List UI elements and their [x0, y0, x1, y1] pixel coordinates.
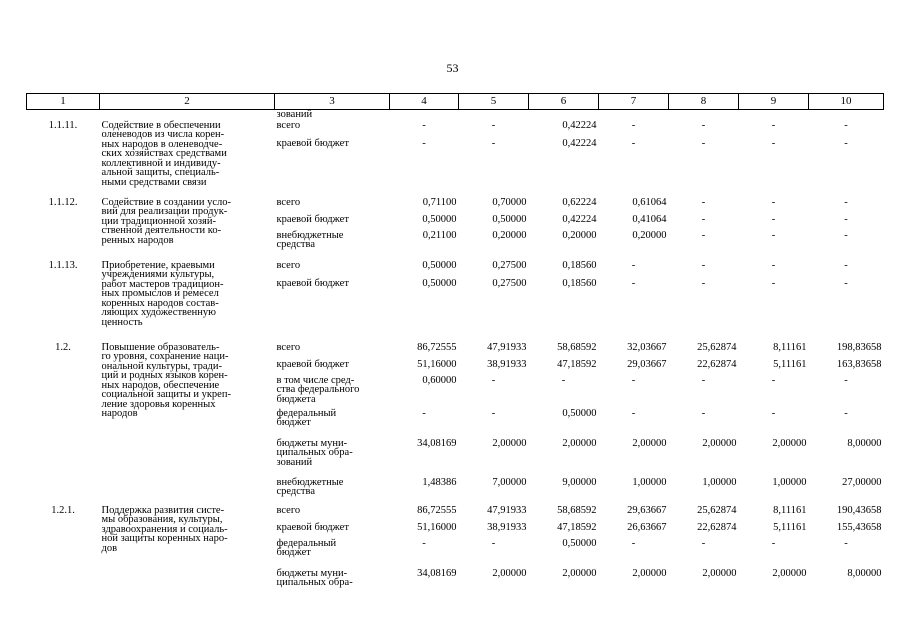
funding-value: - [631, 277, 636, 289]
funding-value: 29,03667 [627, 358, 667, 370]
funding-value [809, 110, 884, 121]
item-code [27, 215, 100, 231]
funding-value: 0,50000 [492, 213, 527, 225]
item-name: Приобретение, краевыми учреждениями культуры, работ мастеров традицион- ных промыслов и ремесел коренных народов состав- ляющих художественную ценность [101, 259, 224, 328]
column-header: 3 [275, 94, 390, 110]
funding-value: 47,18592 [557, 521, 597, 533]
item-code [27, 360, 100, 376]
funding-value: - [844, 537, 848, 549]
funding-value: 1,00000 [632, 476, 667, 488]
funding-value: 7,00000 [492, 476, 527, 488]
funding-value: 0,50000 [422, 259, 457, 271]
funding-value: - [701, 374, 706, 386]
funding-value: - [844, 407, 848, 419]
funding-value: - [844, 213, 848, 225]
funding-value: 22,62874 [697, 521, 737, 533]
funding-value: 0,50000 [562, 537, 597, 549]
funding-value: - [844, 119, 848, 131]
table-row [27, 110, 884, 121]
funding-value: 2,00000 [702, 567, 737, 579]
item-code [27, 231, 100, 261]
funding-value: 1,00000 [772, 476, 807, 488]
funding-value: - [631, 407, 636, 419]
funding-value [529, 110, 599, 121]
funding-value: - [701, 196, 706, 208]
item-code [27, 539, 100, 569]
funding-value: 0,50000 [422, 213, 457, 225]
funding-value: 2,00000 [772, 437, 807, 449]
funding-value: 29,63667 [627, 504, 667, 516]
page-number: 53 [446, 61, 459, 75]
funding-source: краевой бюджет [276, 213, 349, 225]
funding-value: - [701, 229, 706, 241]
funding-source: зований [276, 109, 313, 120]
funding-value: 2,00000 [632, 437, 667, 449]
funding-value: 0,42224 [562, 119, 597, 131]
column-header: 10 [809, 94, 884, 110]
item-code: 1.2. [55, 341, 71, 353]
column-header: 2 [100, 94, 275, 110]
funding-value: 58,68592 [557, 341, 597, 353]
item-code [27, 523, 100, 539]
funding-source: федеральный бюджет [276, 407, 337, 428]
funding-source: бюджеты муни- ципальных обра- зований [276, 437, 353, 468]
funding-source: краевой бюджет [276, 358, 349, 370]
funding-value: - [771, 229, 776, 241]
funding-value: - [771, 137, 776, 149]
item-name: Поддержка развития систе- мы образования, культуры, здравоохранения и социаль- ной защиты коренных наро- дов [101, 504, 228, 554]
funding-value: 0,18560 [562, 277, 597, 289]
funding-value: - [491, 407, 496, 419]
funding-value: 5,11161 [773, 358, 807, 370]
funding-value: - [491, 374, 496, 386]
table-row [27, 261, 884, 279]
item-name: Содействие в создании усло- вий для реализации продук- ции традиционной хозяй- ственной деятельности ко- ренных народов [101, 196, 232, 246]
funding-source: всего [276, 341, 301, 353]
funding-value: - [771, 119, 776, 131]
funding-value: 25,62874 [697, 341, 737, 353]
funding-value: 155,43658 [836, 521, 882, 533]
item-code [27, 409, 100, 439]
funding-value: 0,61064 [632, 196, 667, 208]
funding-value: 47,18592 [557, 358, 597, 370]
funding-source: краевой бюджет [276, 137, 349, 149]
program-funding-table [26, 93, 884, 595]
funding-value: 190,43658 [836, 504, 882, 516]
funding-value: 8,11161 [773, 341, 807, 353]
funding-value: - [491, 119, 496, 131]
column-header: 6 [529, 94, 599, 110]
funding-value: 0,42224 [562, 137, 597, 149]
column-header: 4 [390, 94, 459, 110]
funding-value: 2,00000 [632, 567, 667, 579]
funding-value: - [701, 259, 706, 271]
item-code [27, 478, 100, 506]
funding-value: - [844, 137, 848, 149]
item-code: 1.2.1. [51, 504, 75, 516]
funding-source: всего [276, 196, 301, 208]
funding-source: всего [276, 504, 301, 516]
funding-source: всего [276, 119, 301, 131]
item-code [27, 569, 100, 595]
funding-value: - [422, 537, 426, 549]
funding-value: 0,70000 [492, 196, 527, 208]
funding-value: 0,18560 [562, 259, 597, 271]
funding-value: 32,03667 [627, 341, 667, 353]
funding-value: - [631, 259, 636, 271]
funding-value: 51,16000 [417, 358, 457, 370]
funding-value: 0,27500 [492, 277, 527, 289]
funding-value: 0,20000 [492, 229, 527, 241]
item-name: Содействие в обеспечении оленеводов из числа корен- ных народов в оленеводче- ских хозяйствах средствами коллективной и индивиду- альной защиты, специаль- ными средствами связи [101, 119, 227, 188]
funding-value: - [491, 137, 496, 149]
funding-value: 0,50000 [422, 277, 457, 289]
funding-value: 86,72555 [417, 341, 457, 353]
funding-value: 34,08169 [417, 567, 457, 579]
funding-value: - [422, 137, 426, 149]
funding-value: 2,00000 [562, 567, 597, 579]
funding-source: внебюджетные средства [276, 476, 344, 497]
funding-value: 1,48386 [422, 476, 457, 488]
funding-value: 0,62224 [562, 196, 597, 208]
item-code [27, 439, 100, 478]
funding-value: - [561, 374, 566, 386]
funding-value: 86,72555 [417, 504, 457, 516]
funding-value: - [844, 277, 848, 289]
funding-value: 38,91933 [487, 521, 527, 533]
item-name [100, 110, 275, 121]
funding-value: - [701, 213, 706, 225]
item-name: Повышение образователь- го уровня, сохранение наци- ональной культуры, тради- ций и родных языков корен- ных народов, обеспечение социальной защиты и укреп- ление здоровья коренных народов [101, 341, 231, 419]
column-header: 1 [27, 94, 100, 110]
item-code: 1.1.11. [48, 119, 78, 131]
column-header: 5 [459, 94, 529, 110]
funding-value: 2,00000 [702, 437, 737, 449]
funding-value: 0,27500 [492, 259, 527, 271]
funding-value: 0,20000 [562, 229, 597, 241]
table-row [27, 198, 884, 215]
funding-value: 0,71100 [422, 196, 457, 208]
item-code [27, 279, 100, 343]
item-code [27, 110, 100, 121]
funding-value: 26,63667 [627, 521, 667, 533]
funding-value [669, 110, 739, 121]
funding-value: - [771, 259, 776, 271]
funding-value: 2,00000 [562, 437, 597, 449]
table-row [27, 343, 884, 360]
table-row [27, 506, 884, 523]
funding-value: 51,16000 [417, 521, 457, 533]
funding-source: внебюджетные средства [276, 229, 344, 250]
funding-value: - [771, 407, 776, 419]
funding-value: - [844, 229, 848, 241]
item-code: 1.1.12. [48, 196, 78, 208]
funding-value: - [631, 137, 636, 149]
funding-source: всего [276, 259, 301, 271]
funding-value: - [631, 374, 636, 386]
funding-value: - [844, 196, 848, 208]
funding-value [390, 110, 459, 121]
funding-value: - [844, 259, 848, 271]
funding-value: 0,42224 [562, 213, 597, 225]
funding-source: краевой бюджет [276, 521, 349, 533]
funding-value: - [771, 277, 776, 289]
funding-source: в том числе сред- ства федерального бюджета [276, 374, 360, 405]
funding-value: - [771, 196, 776, 208]
funding-value: - [701, 277, 706, 289]
column-header: 8 [669, 94, 739, 110]
funding-value: 2,00000 [492, 567, 527, 579]
funding-value: - [771, 213, 776, 225]
funding-value: - [771, 374, 776, 386]
funding-value: 5,11161 [773, 521, 807, 533]
funding-source: бюджеты муни- ципальных обра- [276, 567, 353, 588]
funding-value: 58,68592 [557, 504, 597, 516]
funding-value: - [701, 137, 706, 149]
funding-value: - [631, 119, 636, 131]
funding-value: 27,00000 [842, 476, 882, 488]
funding-value: 9,00000 [562, 476, 597, 488]
funding-value: 2,00000 [492, 437, 527, 449]
funding-value [599, 110, 669, 121]
funding-value: - [491, 537, 496, 549]
funding-value: 47,91933 [487, 504, 527, 516]
funding-value: - [701, 119, 706, 131]
funding-value: 8,00000 [847, 437, 882, 449]
funding-value: 34,08169 [417, 437, 457, 449]
funding-value: 8,00000 [847, 567, 882, 579]
funding-value: 22,62874 [697, 358, 737, 370]
funding-value: 2,00000 [772, 567, 807, 579]
table-header-row [27, 94, 884, 110]
funding-value: 47,91933 [487, 341, 527, 353]
column-header: 7 [599, 94, 669, 110]
funding-value: 198,83658 [836, 341, 882, 353]
funding-value: 25,62874 [697, 504, 737, 516]
funding-source: краевой бюджет [276, 277, 349, 289]
item-code [27, 376, 100, 409]
funding-value [459, 110, 529, 121]
funding-value: 0,20000 [632, 229, 667, 241]
item-code: 1.1.13. [48, 259, 78, 271]
table-row [27, 121, 884, 139]
funding-source: федеральный бюджет [276, 537, 337, 558]
funding-value: 163,83658 [836, 358, 882, 370]
funding-value: - [422, 119, 426, 131]
funding-value: 0,50000 [562, 407, 597, 419]
item-code [27, 139, 100, 198]
funding-value: - [844, 374, 848, 386]
funding-value: 0,60000 [422, 374, 457, 386]
funding-value: 38,91933 [487, 358, 527, 370]
funding-value: 8,11161 [773, 504, 807, 516]
funding-value: 0,41064 [632, 213, 667, 225]
funding-value: 1,00000 [702, 476, 737, 488]
funding-value: - [631, 537, 636, 549]
column-header: 9 [739, 94, 809, 110]
funding-value: - [422, 407, 426, 419]
funding-value: - [701, 537, 706, 549]
funding-value: 0,21100 [422, 229, 457, 241]
funding-value: - [701, 407, 706, 419]
funding-value: - [771, 537, 776, 549]
funding-value [739, 110, 809, 121]
